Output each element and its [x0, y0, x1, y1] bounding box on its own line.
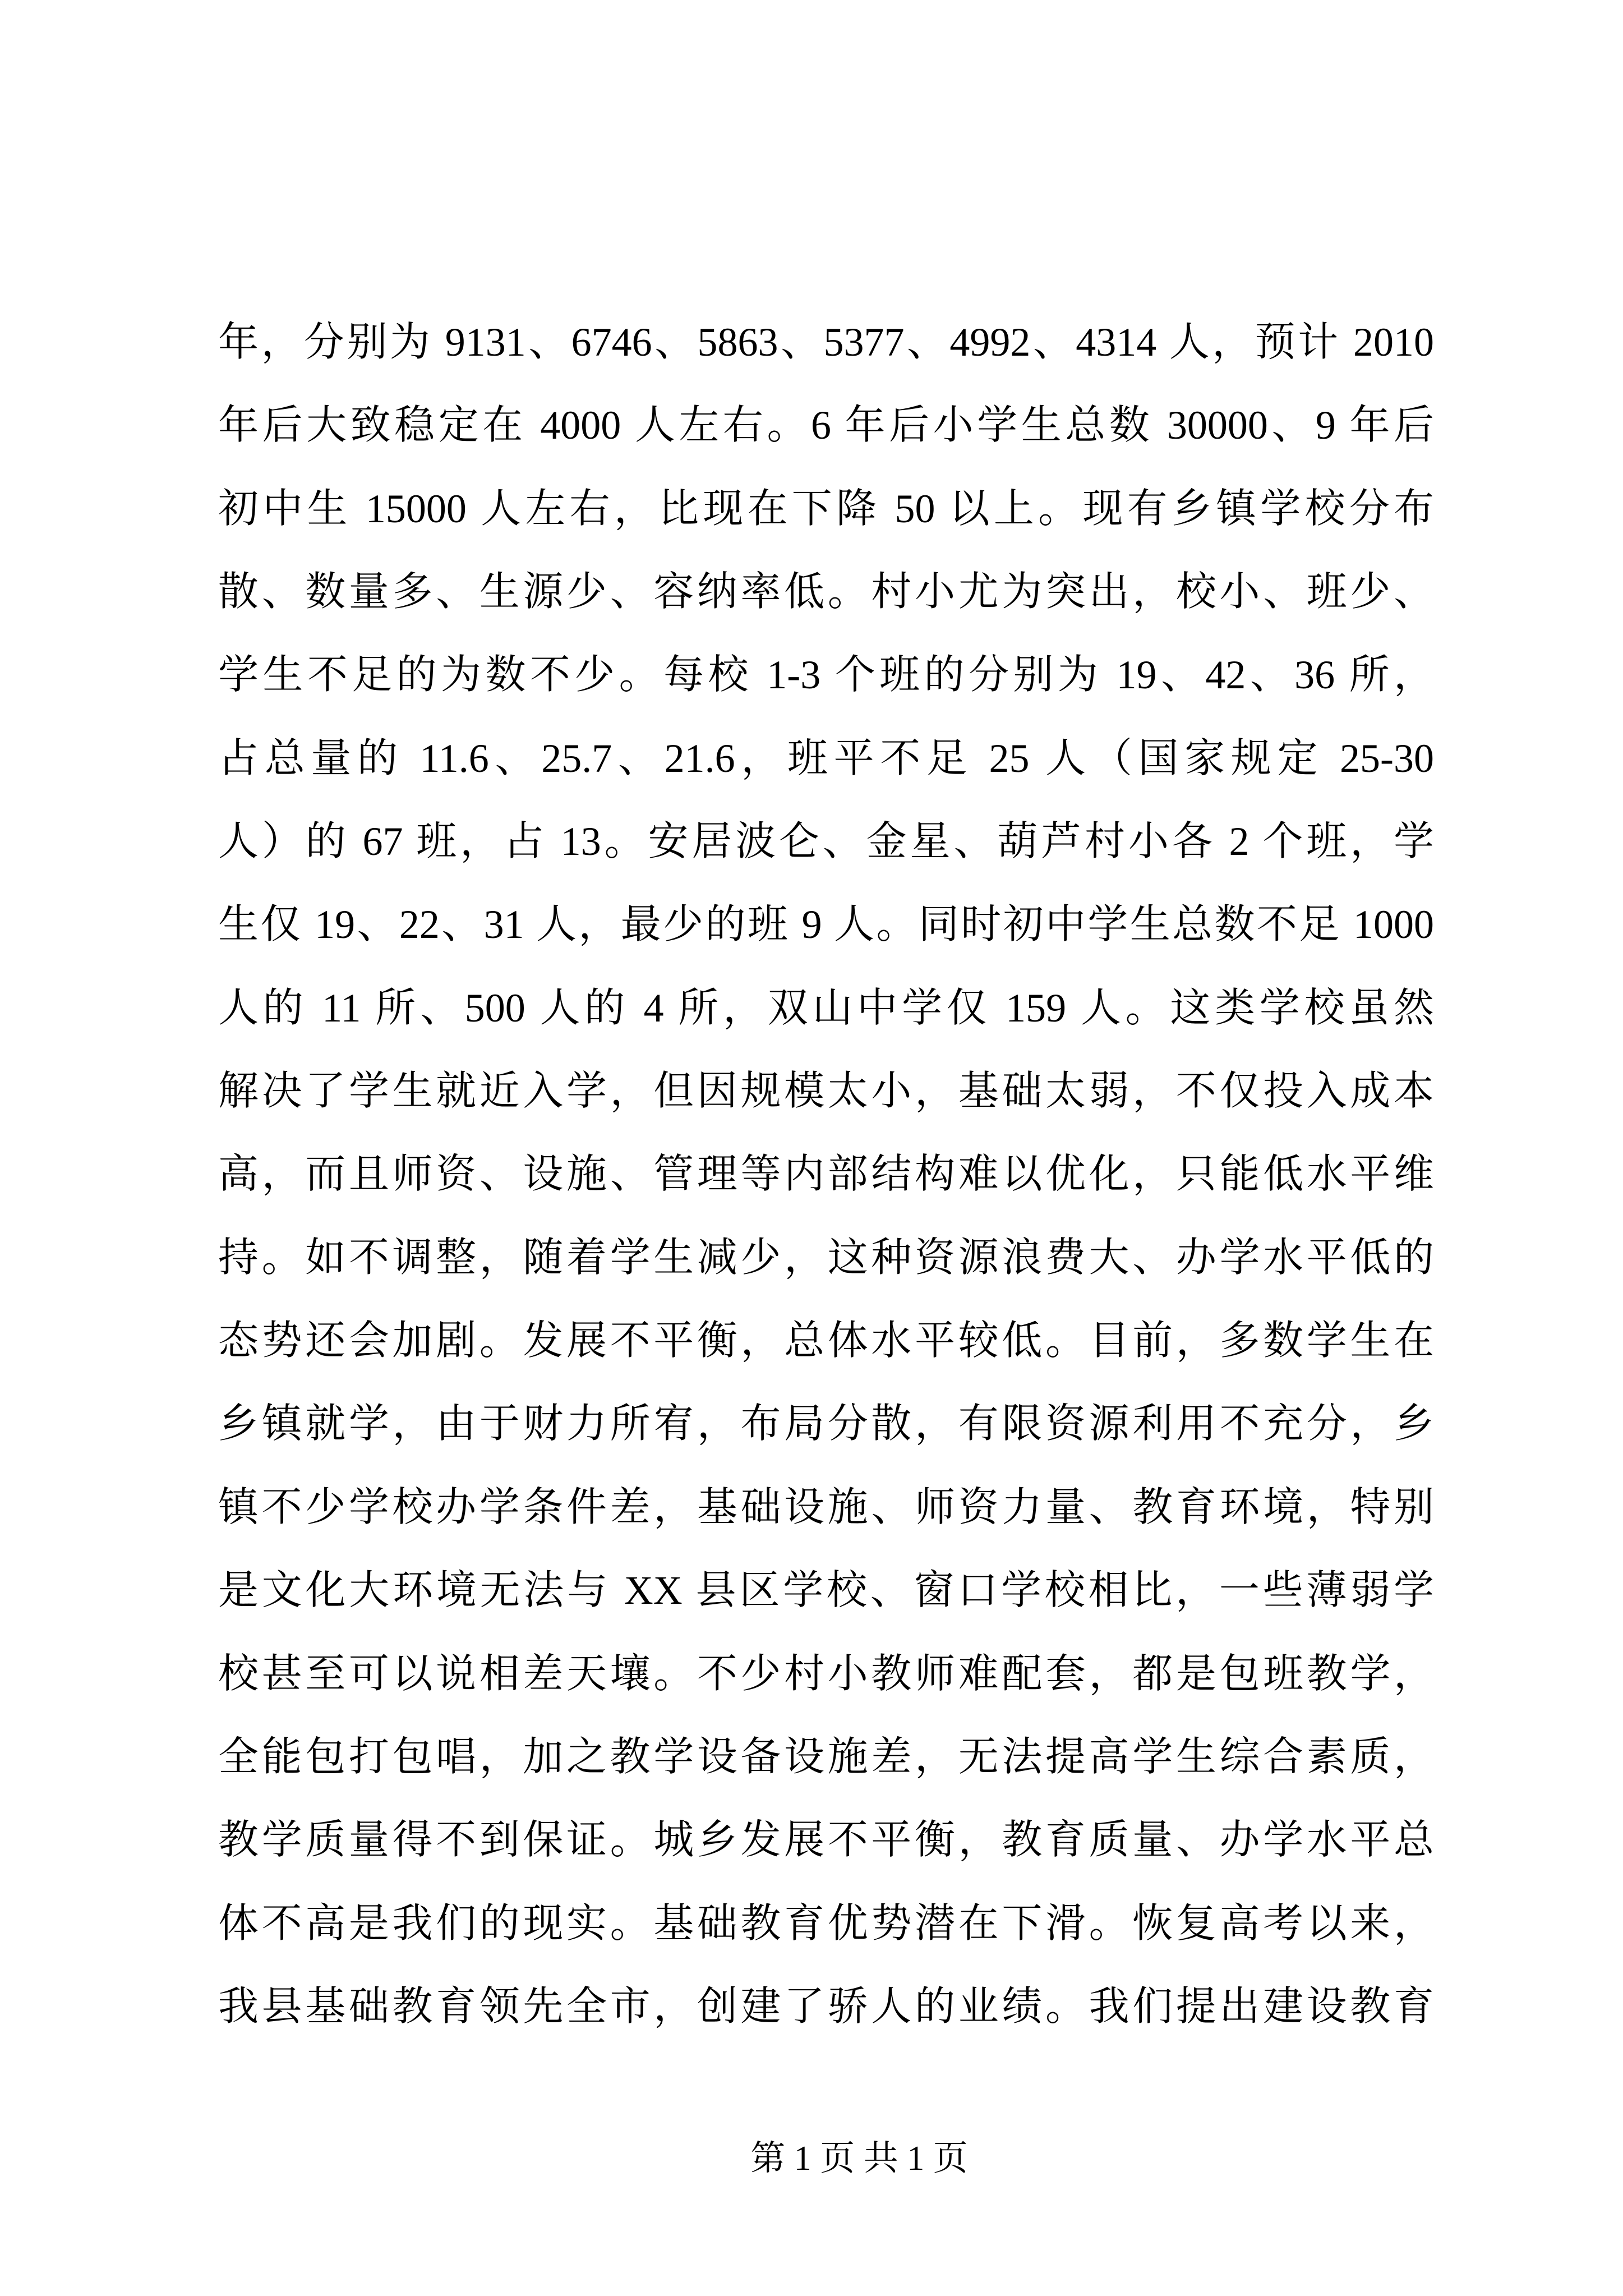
text-line: 人的 11 所、500 人的 4 所，双山中学仅 159 人。这类学校虽然 — [218, 985, 1434, 1030]
text-line: 镇不少学校办学条件差，基础设施、师资力量、教育环境，特别 — [218, 1484, 1434, 1530]
text-line: 校甚至可以说相差天壤。不少村小教师难配套，都是包班教学， — [218, 1651, 1434, 1696]
text-line: 初中生 15000 人左右，比现在下降 50 以上。现有乡镇学校分布 — [218, 486, 1434, 531]
text-line: 人）的 67 班，占 13。安居波仑、金星、葫芦村小各 2 个班，学 — [218, 819, 1434, 864]
page-number-footer: 第 1 页 共 1 页 — [750, 2139, 968, 2178]
text-line: 散、数量多、生源少、容纳率低。村小尤为突出，校小、班少、 — [218, 569, 1434, 615]
text-line: 生仅 19、22、31 人，最少的班 9 人。同时初中学生总数不足 1000 — [218, 902, 1434, 947]
text-line: 解决了学生就近入学，但因规模太小，基础太弱，不仅投入成本 — [218, 1069, 1434, 1114]
text-line: 学生不足的为数不少。每校 1-3 个班的分别为 19、42、36 所， — [218, 652, 1434, 698]
text-line: 持。如不调整，随着学生减少，这种资源浪费大、办学水平低的 — [218, 1235, 1434, 1280]
text-line: 乡镇就学，由于财力所宥，布局分散，有限资源利用不充分，乡 — [218, 1401, 1434, 1447]
text-line: 教学质量得不到保证。城乡发展不平衡，教育质量、办学水平总 — [218, 1818, 1434, 1863]
text-line: 是文化大环境无法与 XX 县区学校、窗口学校相比，一些薄弱学 — [218, 1568, 1434, 1613]
text-line: 我县基础教育领先全市，创建了骄人的业绩。我们提出建设教育 — [218, 1984, 1434, 2029]
text-line: 态势还会加剧。发展不平衡，总体水平较低。目前，多数学生在 — [218, 1318, 1434, 1364]
text-line: 全能包打包唱，加之教学设备设施差，无法提高学生综合素质， — [218, 1734, 1434, 1779]
text-line: 体不高是我们的现实。基础教育优势潜在下滑。恢复高考以来， — [218, 1901, 1434, 1946]
text-line: 高，而且师资、设施、管理等内部结构难以优化，只能低水平维 — [218, 1152, 1434, 1197]
text-line: 年，分别为 9131、6746、5863、5377、4992、4314 人，预计 2010 — [218, 320, 1434, 365]
text-line: 占总量的 11.6、25.7、21.6，班平不足 25 人（国家规定 25-30 — [218, 735, 1434, 781]
body-text — [218, 301, 1434, 2048]
text-line: 年后大致稳定在 4000 人左右。6 年后小学生总数 30000、9 年后 — [218, 403, 1434, 448]
